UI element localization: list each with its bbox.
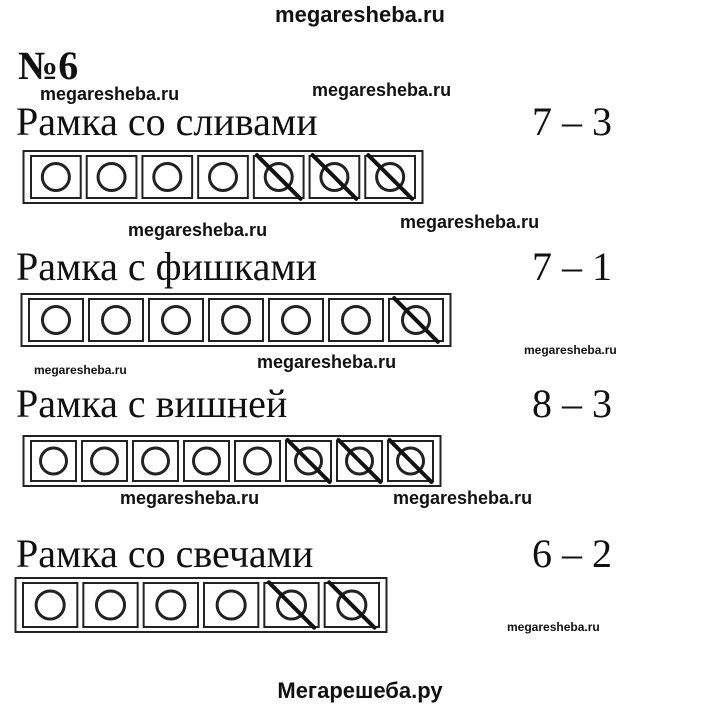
- cross-out-mark: [394, 298, 438, 342]
- counter-circle: [92, 448, 118, 474]
- row-title: Рамка с фишками: [16, 244, 318, 289]
- task-number: №6: [18, 43, 79, 88]
- counter-circle: [42, 163, 69, 190]
- watermark: megaresheba.ru: [312, 80, 452, 100]
- counter-circle: [245, 448, 271, 474]
- cross-out-mark: [390, 440, 432, 482]
- watermark: megaresheba.ru: [524, 343, 617, 357]
- counter-circle: [96, 591, 124, 619]
- watermark: megaresheba.ru: [257, 352, 397, 372]
- cross-out-mark: [269, 582, 314, 627]
- counter-circle: [282, 306, 309, 333]
- counter-circle: [342, 306, 369, 333]
- counter-circle: [209, 163, 236, 190]
- watermark: megaresheba.ru: [400, 212, 540, 232]
- counter-circle: [143, 448, 169, 474]
- row-expression: 7 – 1: [532, 244, 612, 289]
- watermark: megaresheba.ru: [34, 363, 127, 377]
- cross-out-mark: [339, 440, 381, 482]
- counter-circle: [98, 163, 125, 190]
- ten-frame-row-3: [22, 432, 442, 490]
- counter-circle: [162, 306, 189, 333]
- cross-out-mark: [313, 155, 357, 199]
- row-title: Рамка со свечами: [16, 531, 314, 576]
- cross-out-mark: [368, 155, 412, 199]
- row-expression: 6 – 2: [532, 531, 612, 576]
- cross-out-mark: [288, 440, 330, 482]
- counter-circle: [41, 448, 67, 474]
- row-title: Рамка с вишней: [16, 381, 288, 426]
- counter-circle: [42, 306, 69, 333]
- frame-border: [24, 151, 423, 203]
- row-expression: 8 – 3: [532, 381, 612, 426]
- counter-circle: [102, 306, 129, 333]
- watermark-bottom: Мегарешеба.ру: [277, 678, 443, 703]
- watermark: megaresheba.ru: [120, 488, 260, 508]
- counter-circle: [157, 591, 185, 619]
- watermark-top: megaresheba.ru: [275, 2, 445, 27]
- ten-frame-row-2: [20, 290, 452, 350]
- watermark: megaresheba.ru: [507, 620, 600, 634]
- ten-frame-row-1: [22, 147, 424, 207]
- watermark: megaresheba.ru: [393, 488, 533, 508]
- frame-border: [22, 294, 451, 346]
- row-expression: 7 – 3: [532, 99, 612, 144]
- row-title: Рамка со сливами: [16, 99, 318, 144]
- cross-out-mark: [257, 155, 301, 199]
- counter-circle: [222, 306, 249, 333]
- counter-circle: [217, 591, 245, 619]
- cross-out-mark: [329, 582, 374, 627]
- counter-circle: [36, 591, 64, 619]
- counter-circle: [194, 448, 220, 474]
- counter-circle: [154, 163, 181, 190]
- watermark: megaresheba.ru: [40, 84, 180, 104]
- watermark: megaresheba.ru: [128, 220, 268, 240]
- ten-frame-row-4: [14, 574, 388, 636]
